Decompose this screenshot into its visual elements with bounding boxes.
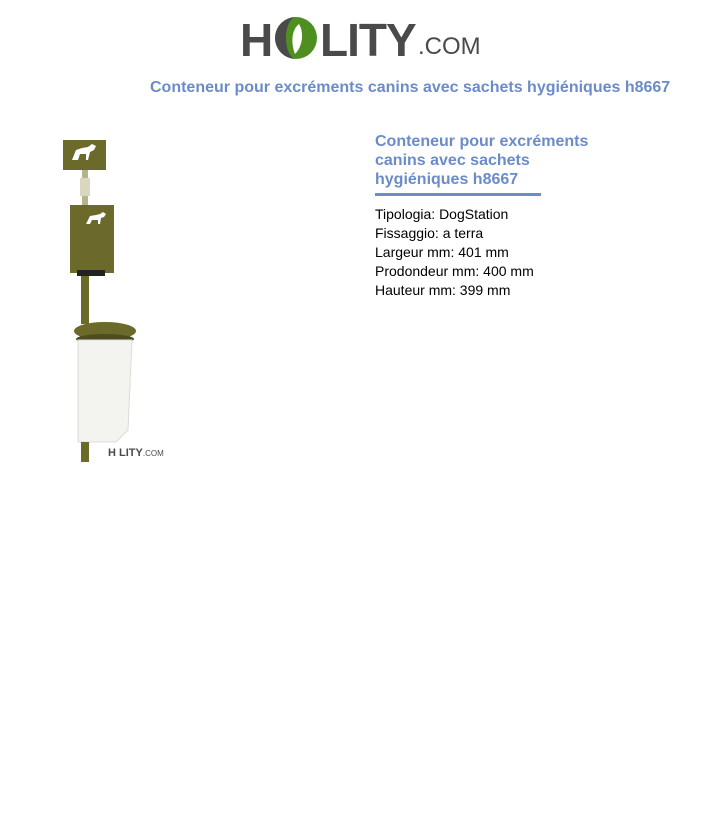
spec-mounting: Fissaggio: a terra — [375, 225, 484, 241]
spec-depth: Prodondeur mm: 400 mm — [375, 263, 534, 279]
spec-height: Hauteur mm: 399 mm — [375, 282, 511, 298]
product-title: Conteneur pour excréments canins avec sachets hygiéniques h8667 — [375, 133, 589, 188]
logo-letter-h: H — [240, 14, 273, 66]
product-specs — [375, 205, 534, 300]
logo-letters-lity: LITY — [320, 14, 416, 66]
image-watermark-com: .COM — [142, 449, 164, 458]
title-divider — [375, 193, 541, 196]
product-image — [30, 120, 175, 470]
page-title: Conteneur pour excréments canins avec sachets hygiéniques h8667 — [150, 79, 671, 96]
spec-type: Tipologia: DogStation — [375, 206, 509, 222]
site-logo[interactable] — [240, 12, 485, 68]
image-watermark-main: H LITY — [108, 447, 143, 459]
logo-domain: .COM — [418, 33, 481, 60]
logo-o-icon — [273, 14, 319, 62]
image-watermark — [108, 447, 164, 459]
spec-width: Largeur mm: 401 mm — [375, 244, 509, 260]
